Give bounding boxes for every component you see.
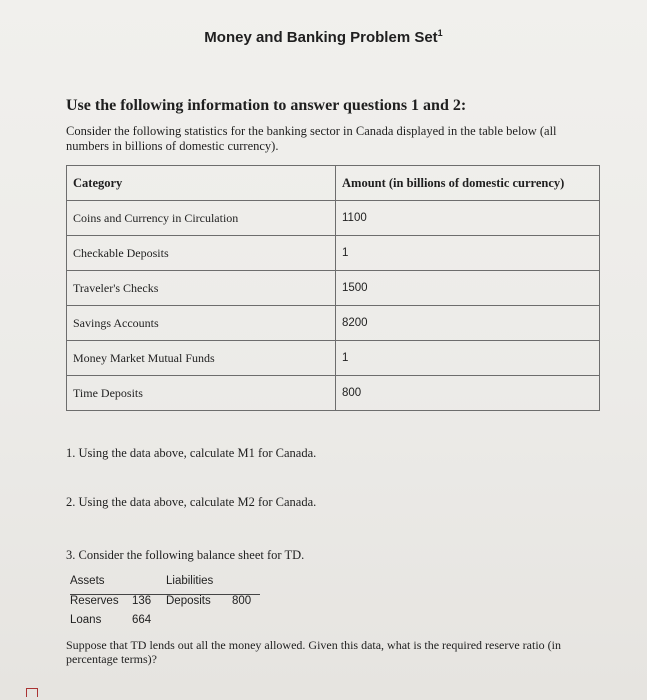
table-row bbox=[67, 201, 600, 236]
row-category: Coins and Currency in Circulation bbox=[67, 201, 336, 236]
row-amount: 1100 bbox=[336, 201, 600, 236]
deposits-label: Deposits bbox=[166, 595, 211, 607]
reserves-value: 136 bbox=[132, 595, 152, 607]
reserve-ratio-question: Suppose that TD lends out all the money allowed. Given this data, what is the required reserve ratio (in percentage terms)? bbox=[66, 638, 561, 666]
row-category: Time Deposits bbox=[67, 376, 336, 411]
table-row bbox=[67, 341, 600, 376]
title-footnote-marker: 1 bbox=[437, 28, 443, 38]
banking-statistics-table bbox=[66, 165, 600, 411]
intro-text: Consider the following statistics for the banking sector in Canada displayed in the table below (all numbers in billions of domestic currency). bbox=[66, 124, 557, 153]
question-1: 1. Using the data above, calculate M1 for Canada. bbox=[66, 446, 317, 460]
loans-value: 664 bbox=[132, 614, 152, 626]
row-amount: 1 bbox=[336, 236, 600, 271]
balance-sheet bbox=[70, 575, 270, 633]
header-category: Category bbox=[67, 166, 336, 201]
question-2: 2. Using the data above, calculate M2 for Canada. bbox=[66, 495, 317, 509]
liabilities-label: Liabilities bbox=[166, 575, 214, 587]
table-header-row bbox=[67, 166, 600, 201]
header-amount: Amount (in billions of domestic currency) bbox=[336, 166, 600, 201]
question-3: 3. Consider the following balance sheet for TD. bbox=[66, 548, 305, 562]
row-amount: 1500 bbox=[336, 271, 600, 306]
row-amount: 800 bbox=[336, 376, 600, 411]
table-row bbox=[67, 376, 600, 411]
row-amount: 1 bbox=[336, 341, 600, 376]
title-text: Money and Banking Problem Set bbox=[204, 29, 438, 46]
page-corner-mark bbox=[26, 688, 38, 697]
page-title bbox=[0, 28, 647, 46]
assets-label: Assets bbox=[70, 575, 105, 587]
row-category: Checkable Deposits bbox=[67, 236, 336, 271]
row-category: Traveler's Checks bbox=[67, 271, 336, 306]
section-heading: Use the following information to answer questions 1 and 2: bbox=[66, 97, 467, 114]
balance-sheet-header bbox=[70, 575, 260, 595]
deposits-value: 800 bbox=[232, 595, 252, 607]
row-category: Savings Accounts bbox=[67, 306, 336, 341]
reserves-label: Reserves bbox=[70, 595, 119, 607]
table-row bbox=[67, 236, 600, 271]
loans-label: Loans bbox=[70, 614, 102, 626]
table-row bbox=[67, 306, 600, 341]
balance-sheet-row bbox=[70, 614, 270, 633]
row-amount: 8200 bbox=[336, 306, 600, 341]
row-category: Money Market Mutual Funds bbox=[67, 341, 336, 376]
balance-sheet-row bbox=[70, 595, 270, 614]
table-row bbox=[67, 271, 600, 306]
